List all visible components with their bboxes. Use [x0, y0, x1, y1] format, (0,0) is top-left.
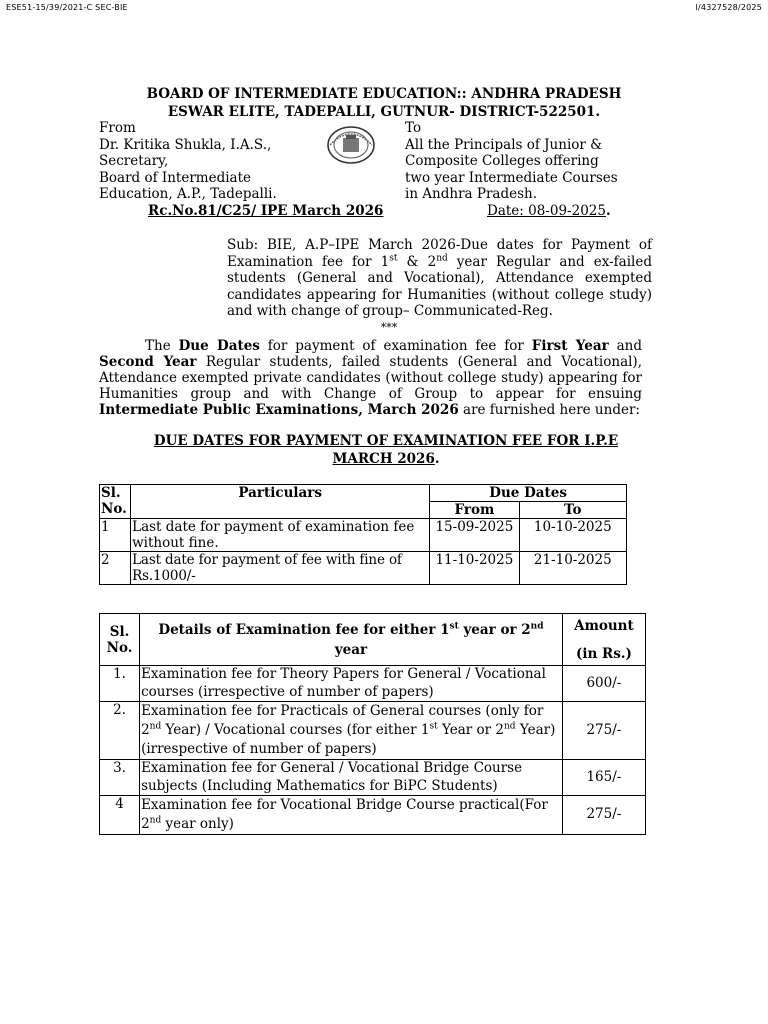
- cell-detail: [140, 702, 563, 760]
- page-header-right: I/4327528/2025: [695, 3, 762, 12]
- col-sl: Sl. No.: [100, 614, 140, 666]
- to-line: two year Intermediate Courses: [405, 169, 618, 186]
- due-dates-table: [99, 484, 627, 585]
- cell-detail: [140, 796, 563, 835]
- detail-text: Examination fee for Practicals of General courses (only for 2: [141, 703, 544, 738]
- cell-particulars: [131, 552, 430, 585]
- cell-sl: 4: [100, 796, 140, 835]
- detail-text: Year or 2: [437, 722, 504, 738]
- subject-sup: nd: [436, 253, 448, 263]
- cell-particulars-text: Last date for payment of fee with fine of Rs.1000/-: [132, 552, 402, 584]
- subject-text: & 2: [397, 253, 437, 270]
- to-label: To: [405, 120, 422, 136]
- table-row: [100, 760, 646, 796]
- from-line: Education, A.P., Tadepalli.: [99, 186, 277, 202]
- detail-sup: st: [429, 721, 438, 732]
- table-row: [100, 702, 646, 760]
- table-row: [100, 796, 646, 835]
- board-seal-icon: [326, 125, 376, 165]
- from-block: [99, 120, 277, 203]
- header-text: year or 2: [458, 621, 531, 638]
- reference-number: Rc.No.81/C25/ IPE March 2026: [148, 203, 384, 219]
- board-address: ESWAR ELITE, TADEPALLI, GUTNUR- DISTRICT-522501.: [167, 104, 601, 120]
- header-sup: st: [449, 621, 459, 631]
- body-text: and: [608, 338, 642, 354]
- to-block: [405, 120, 618, 203]
- col-details: [140, 614, 563, 666]
- table-row: [100, 519, 627, 552]
- to-line: All the Principals of Junior &: [405, 136, 603, 153]
- reference-date: [487, 203, 611, 219]
- body-bold: Second Year: [99, 354, 197, 370]
- from-line: Board of Intermediate: [99, 169, 252, 186]
- cell-sl: 3.: [100, 760, 140, 796]
- header-text: Details of Examination fee for either 1: [158, 621, 450, 638]
- body-bold: Due Dates: [178, 338, 260, 354]
- cell-amount: 600/-: [562, 666, 645, 702]
- cell-from: 15-09-2025: [430, 519, 519, 552]
- from-line: Secretary,: [99, 153, 169, 169]
- fee-table: [99, 613, 646, 835]
- body-paragraph: [99, 338, 642, 418]
- heading-line: MARCH 2026: [332, 451, 435, 467]
- subject-text: year Regular and ex-failed students (General and Vocational), Attendance exempted candidates appearing for Humanities (without college study) and with change of group– Communicated-Reg.: [227, 253, 652, 319]
- body-text: are furnished here under:: [458, 402, 640, 418]
- to-line: Composite Colleges offering: [405, 153, 599, 169]
- header-text: year: [334, 641, 368, 658]
- detail-text: Examination fee for Vocational Bridge Course practical(For 2: [141, 797, 548, 832]
- to-line: in Andhra Pradesh.: [405, 186, 538, 202]
- cell-amount: 165/-: [562, 760, 645, 796]
- body-text: for payment of examination fee for: [259, 338, 532, 354]
- body-text: The: [145, 338, 179, 354]
- from-line: Dr. Kritika Shukla, I.A.S.,: [99, 136, 272, 153]
- heading-dot: .: [434, 451, 440, 467]
- cell-detail: Examination fee for Theory Papers for General / Vocational courses (irrespective of number of papers): [140, 666, 563, 702]
- subject-sup: st: [389, 253, 398, 263]
- subject: [227, 237, 652, 320]
- separator: ***: [380, 321, 398, 334]
- detail-text: Year)(irrespective of number of papers): [141, 722, 556, 757]
- col-amount: [562, 614, 645, 666]
- detail-sup: nd: [504, 721, 516, 732]
- cell-from: 11-10-2025: [430, 552, 519, 585]
- cell-sl: 1.: [100, 666, 140, 702]
- body-bold: First Year: [531, 338, 609, 354]
- detail-text: Year) / Vocational courses (for either 1: [161, 722, 430, 738]
- from-label: From: [99, 120, 136, 136]
- cell-sl: 1: [100, 519, 131, 552]
- table-row: [100, 666, 646, 702]
- cell-detail: Examination fee for General / Vocational Bridge Course subjects (Including Mathematics for BiPC Students): [140, 760, 563, 796]
- heading-line: DUE DATES FOR PAYMENT OF EXAMINATION FEE FOR I.P.E: [153, 433, 619, 449]
- reference-date-text: Date: 08-09-2025: [487, 203, 606, 219]
- col-particulars: Particulars: [131, 485, 430, 519]
- reference-date-dot: .: [605, 203, 611, 219]
- cell-to: 21-10-2025: [519, 552, 626, 585]
- col-to: To: [519, 502, 626, 519]
- col-sl: Sl. No.: [100, 485, 131, 519]
- table-row: [100, 552, 627, 585]
- detail-sup: nd: [149, 721, 162, 732]
- header-text: (in Rs.): [575, 645, 632, 662]
- cell-amount: 275/-: [562, 796, 645, 835]
- cell-to: 10-10-2025: [519, 519, 626, 552]
- col-from: From: [430, 502, 519, 519]
- detail-sup: nd: [149, 815, 162, 826]
- cell-sl: 2: [100, 552, 131, 585]
- detail-text: year only): [161, 816, 234, 832]
- cell-sl: 2.: [100, 702, 140, 760]
- page-header-left: ESE51-15/39/2021-C SEC-BIE: [6, 3, 128, 12]
- header-sup: nd: [530, 621, 544, 631]
- body-text: Regular students, failed students (General and Vocational), Attendance exempted private candidates (without college study) appearing for Humanities group and with Change of Group to appear for ensuing: [99, 354, 642, 402]
- col-due-dates: Due Dates: [430, 485, 627, 502]
- cell-particulars: Last date for payment of examination fee without fine.: [131, 519, 430, 552]
- cell-amount: 275/-: [562, 702, 645, 760]
- body-bold: Intermediate Public Examinations, March 2026: [99, 402, 459, 418]
- board-name: BOARD OF INTERMEDIATE EDUCATION:: ANDHRA PRADESH: [146, 86, 622, 102]
- subject-text: Sub: BIE, A.P–IPE March 2026-Due dates for Payment of Examination fee for 1: [227, 237, 652, 270]
- due-dates-heading: [99, 432, 673, 468]
- header-text: Amount: [574, 617, 634, 634]
